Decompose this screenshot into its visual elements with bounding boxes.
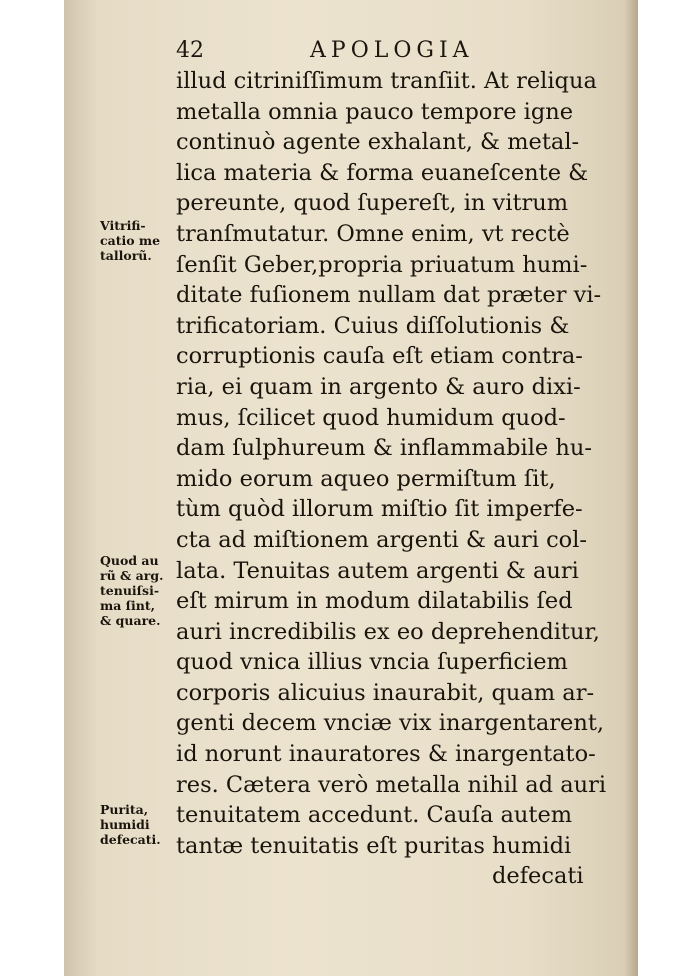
margin-note-line: Vitrifi- — [100, 218, 146, 233]
margin-note-line: defecati. — [100, 832, 161, 847]
page-header — [64, 38, 638, 68]
text-line: lica materia & forma euaneſcente & — [176, 159, 589, 186]
book-page — [64, 0, 638, 976]
text-line: ria, ei quam in argento & auro dixi- — [176, 373, 581, 400]
margin-note-line: catio me — [100, 233, 161, 248]
text-line: illud citriniſſimum tranſiit. At reliqua — [176, 68, 597, 94]
text-line: auri incredibilis ex eo deprehenditur, — [176, 618, 600, 645]
margin-note-line: & quare. — [100, 613, 161, 628]
text-line: tenuitatem accedunt. Cauſa autem — [176, 802, 573, 829]
text-line: tranſmutatur. Omne enim, vt rectè — [176, 220, 570, 247]
text-line: eſt mirum in modum dilatabilis ſed — [176, 588, 573, 615]
text-line: pereunte, quod ſupereſt, in vitrum — [176, 190, 569, 217]
text-line: tùm quòd illorum miſtio ſit imperfe- — [176, 496, 583, 523]
text-line: corporis alicuius inaurabit, quam ar- — [176, 679, 595, 706]
margin-note-line: tenuiſsi- — [100, 583, 160, 598]
text-line: mido eorum aqueo permiſtum ſit, — [176, 465, 556, 492]
margin-note-line: Purita, — [100, 802, 149, 817]
text-line: mus, ſcilicet quod humidum quod- — [176, 404, 566, 431]
body-text — [176, 66, 606, 892]
margin-note-quod-aurum — [100, 553, 163, 628]
margin-note-line: tallorũ. — [100, 248, 152, 263]
page-number: 42 — [176, 38, 204, 63]
text-line: metalla omnia pauco tempore igne — [176, 98, 574, 125]
margin-note-line: Quod au — [100, 553, 159, 568]
margin-note-line: humidi — [100, 817, 150, 832]
margin-note-line: rũ & arg. — [100, 568, 164, 583]
margin-note-line: ma ſint, — [100, 598, 156, 613]
text-line: ditate fuſionem nullam dat præter vi- — [176, 282, 602, 309]
text-line: cta ad miſtionem argenti & auri col- — [176, 526, 588, 553]
text-line: id norunt inauratores & inargentato- — [176, 741, 596, 768]
margin-note-puritas — [100, 802, 161, 847]
running-head: APOLOGIA — [310, 38, 474, 63]
text-line: dam ſulphureum & inflammabile hu- — [176, 435, 592, 462]
text-line: trificatoriam. Cuius diſſolutionis & — [176, 312, 570, 339]
text-line: ſenſit Geber,propria priuatum humi- — [176, 251, 588, 278]
text-line: tantæ tenuitatis eſt puritas humidi — [176, 832, 572, 859]
text-line: quod vnica illius vncia ſuperficiem — [176, 649, 568, 676]
margin-note-vitrificatio — [100, 218, 160, 263]
text-line: continuò agente exhalant, & metal- — [176, 129, 580, 156]
text-line: lata. Tenuitas autem argenti & auri — [176, 557, 579, 584]
text-line: defecati — [492, 863, 584, 890]
text-line: genti decem vnciæ vix inargentarent, — [176, 710, 605, 737]
text-line: corruptionis cauſa eſt etiam contra- — [176, 343, 583, 370]
text-line: res. Cætera verò metalla nihil ad auri — [176, 771, 606, 798]
